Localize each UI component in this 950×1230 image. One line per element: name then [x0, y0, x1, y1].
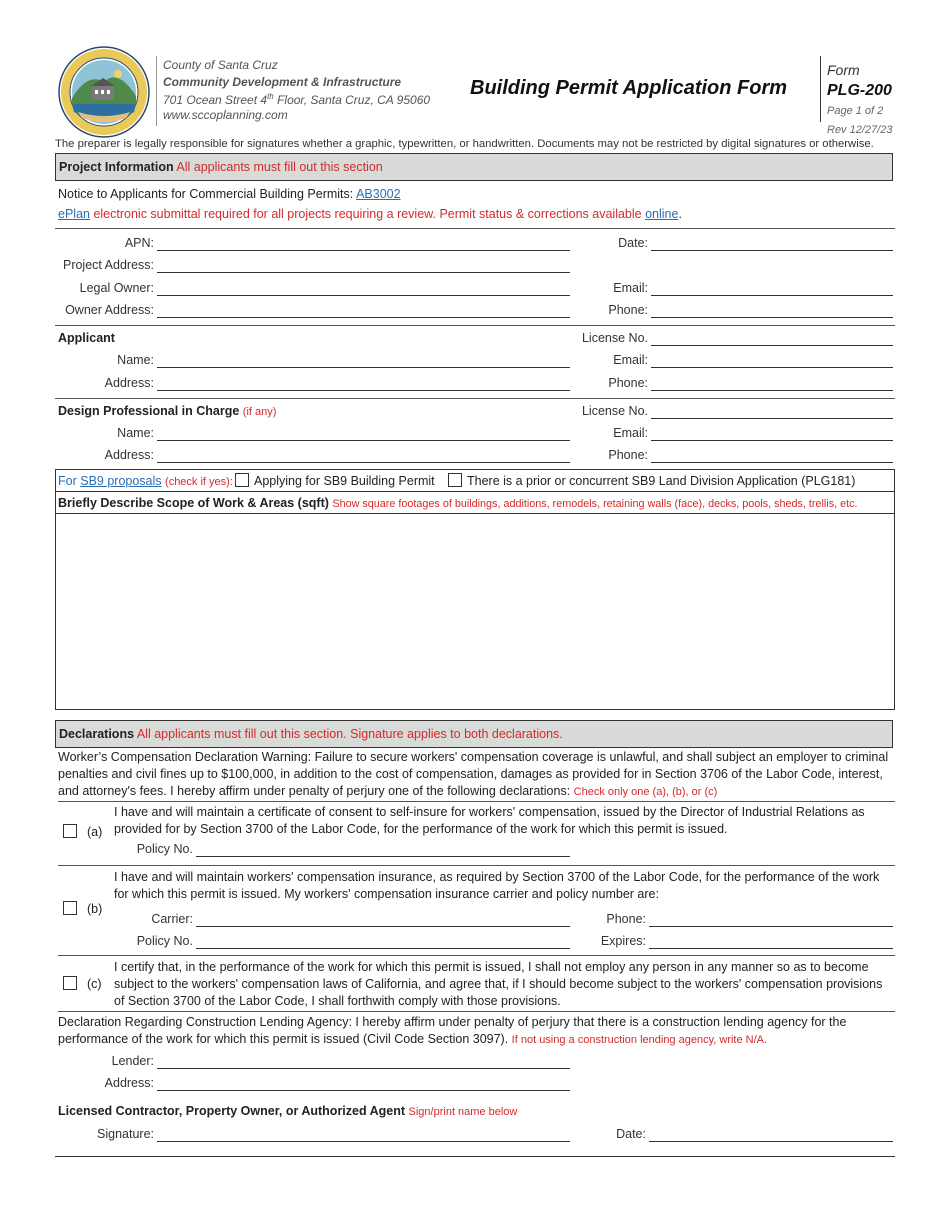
applicant-address-field[interactable]: [157, 390, 570, 391]
sb9-permit-checkbox[interactable]: [235, 473, 249, 487]
design-email-label: Email:: [613, 426, 648, 440]
option-c-label: (c): [87, 977, 102, 991]
applicant-email-label: Email:: [613, 353, 648, 367]
lender-address-label: Address:: [104, 1076, 154, 1090]
sb9-land-division-checkbox[interactable]: [448, 473, 462, 487]
sb9-permit-label: Applying for SB9 Building Permit: [254, 474, 435, 488]
eplan-link[interactable]: ePlan: [58, 207, 90, 221]
section-divider: [55, 325, 895, 326]
applicant-name-field[interactable]: [157, 367, 570, 368]
wc-warning: Worker’s Compensation Declaration Warning: Failure to secure workers' compensation coverage is unlawful, and shall subject an employer to criminal penalties and civil fines up to $100,000, in addition to the cost of compensation, damages as provided for in Section 3706 of the Labor Code, interest, and attorney's fees. I hereby affirm under penalty of perjury one of the following declarations: Check only one (a), (b), or (c): [58, 750, 889, 798]
project-section-header: Project Information All applicants must fill out this section: [55, 153, 893, 181]
option-a-policy-label: Policy No.: [136, 842, 193, 856]
owner-email-field[interactable]: [651, 295, 893, 296]
sb9-row-divider: [55, 491, 895, 492]
design-name-field[interactable]: [157, 440, 570, 441]
applicant-license-field[interactable]: [651, 345, 893, 346]
signature-label: Signature:: [97, 1127, 154, 1141]
design-name-label: Name:: [117, 426, 154, 440]
option-b-policy-label: Policy No.: [136, 934, 193, 948]
design-address-label: Address:: [104, 448, 154, 462]
owner-phone-label: Phone:: [608, 303, 648, 317]
section-divider: [55, 228, 895, 229]
apn-field[interactable]: [157, 250, 570, 251]
signature-date-label: Date:: [616, 1127, 646, 1141]
applicant-email-field[interactable]: [651, 367, 893, 368]
legal-owner-label: Legal Owner:: [79, 281, 154, 295]
sb9-link[interactable]: SB9 proposals: [80, 474, 162, 488]
section-divider: [55, 398, 895, 399]
county-name: County of Santa Cruz: [163, 58, 278, 72]
revision-date: Rev 12/27/23: [827, 124, 893, 136]
eplan-notice: ePlan electronic submittal required for all projects requiring a review. Permit status & corrections available online.: [58, 207, 682, 221]
applicant-name-label: Name:: [117, 353, 154, 367]
form-box-divider: [820, 56, 821, 122]
option-b-expires-label: Expires:: [600, 934, 646, 948]
declarations-section-header: Declarations All applicants must fill out this section. Signature applies to both declarations.: [55, 720, 893, 748]
online-link[interactable]: online: [645, 207, 679, 221]
signature-date-field[interactable]: [649, 1141, 893, 1142]
lender-address-field[interactable]: [157, 1090, 570, 1091]
design-license-label: License No.: [581, 404, 648, 418]
design-heading: Design Professional in Charge (if any): [58, 404, 277, 418]
department-website[interactable]: www.sccoplanning.com: [163, 108, 288, 122]
option-b-policy-field[interactable]: [196, 948, 570, 949]
option-c-text: I certify that, in the performance of the work for which this permit is issued, I shall not employ any person in any manner so as to become subject to the workers' compensation laws of California, and agree that, if I should become subject to the workers' compensation provisions of Section 3700 of the Labor Code, I shall forthwith comply with those provisions.: [114, 960, 883, 1008]
signer-heading: Licensed Contractor, Property Owner, or Authorized Agent Sign/print name below: [58, 1104, 518, 1118]
option-b-carrier-field[interactable]: [196, 926, 570, 927]
apn-label: APN:: [124, 236, 154, 250]
legal-owner-field[interactable]: [157, 295, 570, 296]
applicant-phone-field[interactable]: [651, 390, 893, 391]
design-address-field[interactable]: [157, 462, 570, 463]
form-number: PLG-200: [827, 82, 892, 99]
footer-rule: [55, 1156, 895, 1157]
lender-field[interactable]: [157, 1068, 570, 1069]
department-name: Community Development & Infrastructure: [163, 75, 402, 89]
scope-heading-divider: [55, 513, 895, 514]
sb9-land-division-label: There is a prior or concurrent SB9 Land Division Application (PLG181): [467, 474, 856, 488]
option-b-text: I have and will maintain workers' compensation insurance, as required by Section 3700 of the Labor Code, for the performance of the work for which this permit is issued. My workers' compensation insurance carrier and policy number are:: [114, 870, 880, 901]
owner-address-label: Owner Address:: [65, 303, 154, 317]
owner-phone-field[interactable]: [651, 317, 893, 318]
lender-label: Lender:: [111, 1054, 154, 1068]
scope-heading: Briefly Describe Scope of Work & Areas (sqft) Show square footages of buildings, additions, remodels, retaining walls (face), decks, pools, sheds, trellis, etc.: [58, 496, 858, 510]
owner-address-field[interactable]: [157, 317, 570, 318]
option-b-expires-field[interactable]: [649, 948, 893, 949]
option-divider: [58, 955, 895, 956]
option-a-label: (a): [87, 825, 103, 839]
applicant-address-label: Address:: [104, 376, 154, 390]
date-field[interactable]: [651, 250, 893, 251]
scope-of-work-textarea[interactable]: [57, 515, 897, 712]
applicant-phone-label: Phone:: [608, 376, 648, 390]
design-phone-field[interactable]: [651, 462, 893, 463]
sb9-row: For SB9 proposals (check if yes):: [58, 474, 233, 488]
option-b-label: (b): [87, 902, 103, 916]
page-number: Page 1 of 2: [827, 105, 884, 117]
commercial-notice: Notice to Applicants for Commercial Building Permits: AB3002: [58, 187, 401, 201]
option-b-phone-field[interactable]: [649, 926, 893, 927]
applicant-license-label: License No.: [581, 331, 648, 345]
signature-field[interactable]: [157, 1141, 570, 1142]
option-b-carrier-label: Carrier:: [151, 912, 193, 926]
form-label: Form: [827, 62, 860, 78]
owner-email-label: Email:: [613, 281, 648, 295]
option-b-phone-label: Phone:: [606, 912, 646, 926]
option-divider: [58, 1011, 895, 1012]
design-email-field[interactable]: [651, 440, 893, 441]
option-a-policy-field[interactable]: [196, 856, 570, 857]
option-a-text: I have and will maintain a certificate of consent to self-insure for workers' compensation, issued by the Director of Industrial Relations as provided for by Section 3700 of the Labor Code, for the performance of the work for which this permit is issued.: [114, 805, 865, 836]
ab3002-link[interactable]: AB3002: [356, 187, 401, 201]
option-a-checkbox[interactable]: [63, 824, 77, 838]
page-title: Building Permit Application Form: [470, 77, 788, 99]
design-phone-label: Phone:: [608, 448, 648, 462]
option-divider: [58, 801, 895, 802]
department-address: 701 Ocean Street 4th Floor, Santa Cruz, CA 95060: [163, 92, 431, 107]
option-divider: [58, 865, 895, 866]
applicant-heading: Applicant: [58, 331, 115, 345]
project-address-label: Project Address:: [62, 258, 154, 272]
option-c-checkbox[interactable]: [63, 976, 77, 990]
preparer-notice: The preparer is legally responsible for signatures whether a graphic, typewritten, or handwritten. Documents may not be restricted by digital signatures or otherwise.: [55, 138, 874, 150]
date-label: Date:: [618, 236, 648, 250]
header-divider: [156, 56, 157, 126]
county-seal: [58, 46, 150, 138]
design-license-field[interactable]: [651, 418, 893, 419]
lending-declaration: Declaration Regarding Construction Lending Agency: I hereby affirm under penalty of perjury that there is a construction lending agency for the performance of the work for which this permit is issued (Civil Code Section 3097). If not using a construction lending agency, write N/A.: [58, 1015, 847, 1046]
project-address-field[interactable]: [157, 272, 570, 273]
option-b-checkbox[interactable]: [63, 901, 77, 915]
